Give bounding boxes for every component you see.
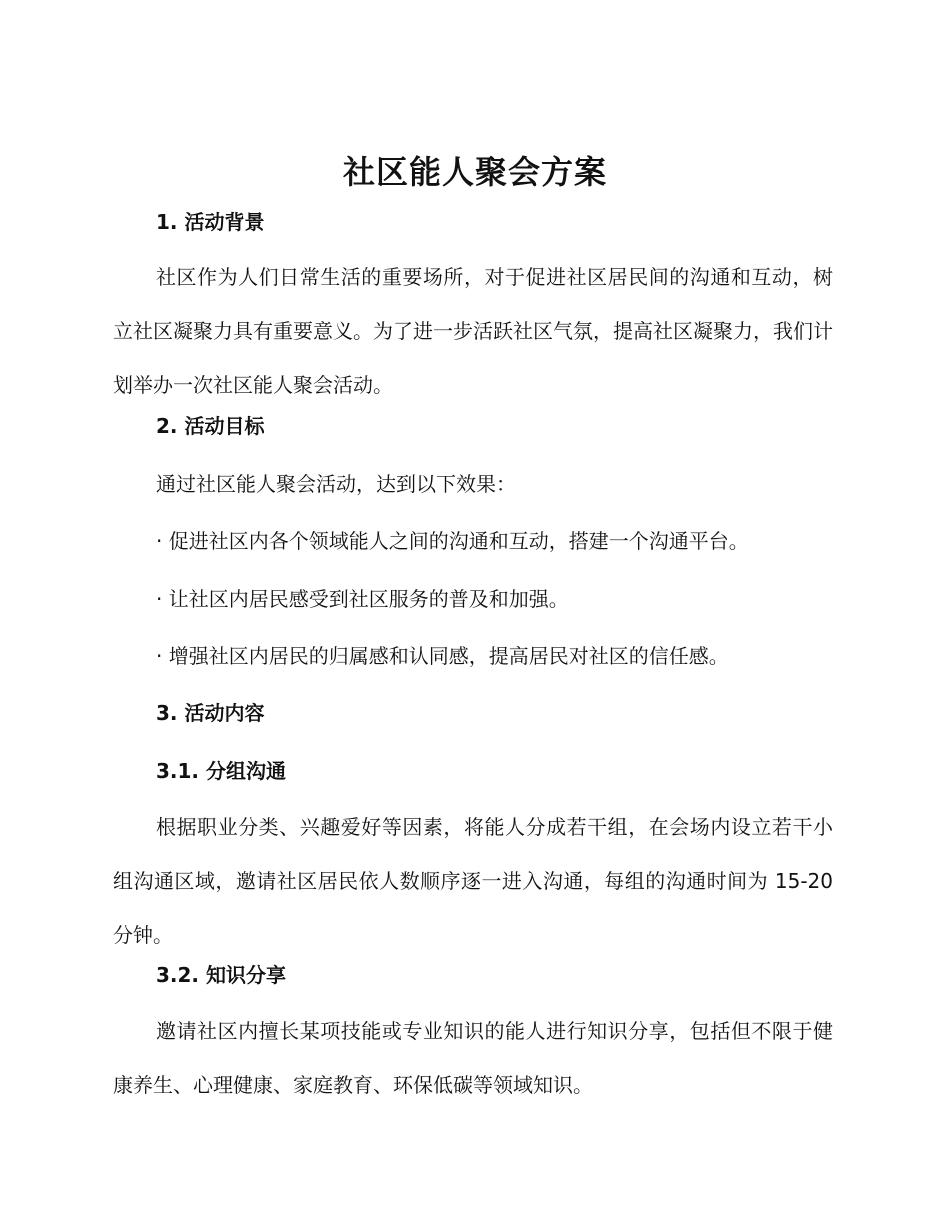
subsection-heading-knowledge-sharing: 3.2. 知识分享 — [156, 963, 286, 987]
subsection-heading-group-communication: 3.1. 分组沟通 — [156, 759, 286, 783]
goals-intro: 通过社区能人聚会活动，达到以下效果： — [156, 472, 516, 496]
section-heading-content: 3. 活动内容 — [156, 701, 265, 725]
goals-bullet-3: · 增强社区内居民的归属感和认同感，提高居民对社区的信任感。 — [156, 644, 729, 668]
goals-bullet-2: · 让社区内居民感受到社区服务的普及和加强。 — [156, 587, 569, 611]
goals-bullet-1: · 促进社区内各个领域能人之间的沟通和互动，搭建一个沟通平台。 — [156, 529, 749, 553]
knowledge-sharing-paragraph: 邀请社区内擅长某项技能或专业知识的能人进行知识分享，包括但不限于健康养生、心理健康、家庭教育、环保低碳等领域知识。 — [113, 1019, 833, 1097]
section-heading-background: 1. 活动背景 — [156, 210, 265, 234]
background-paragraph: 社区作为人们日常生活的重要场所，对于促进社区居民间的沟通和互动，树立社区凝聚力具有重要意义。为了进一步活跃社区气氛，提高社区凝聚力，我们计划举办一次社区能人聚会活动。 — [113, 265, 833, 397]
document-title: 社区能人聚会方案 — [342, 153, 607, 191]
section-heading-goals: 2. 活动目标 — [156, 414, 265, 438]
group-communication-paragraph: 根据职业分类、兴趣爱好等因素，将能人分成若干组，在会场内设立若干小组沟通区域，邀请社区居民依人数顺序逐一进入沟通，每组的沟通时间为 15-20 分钟。 — [113, 815, 833, 947]
